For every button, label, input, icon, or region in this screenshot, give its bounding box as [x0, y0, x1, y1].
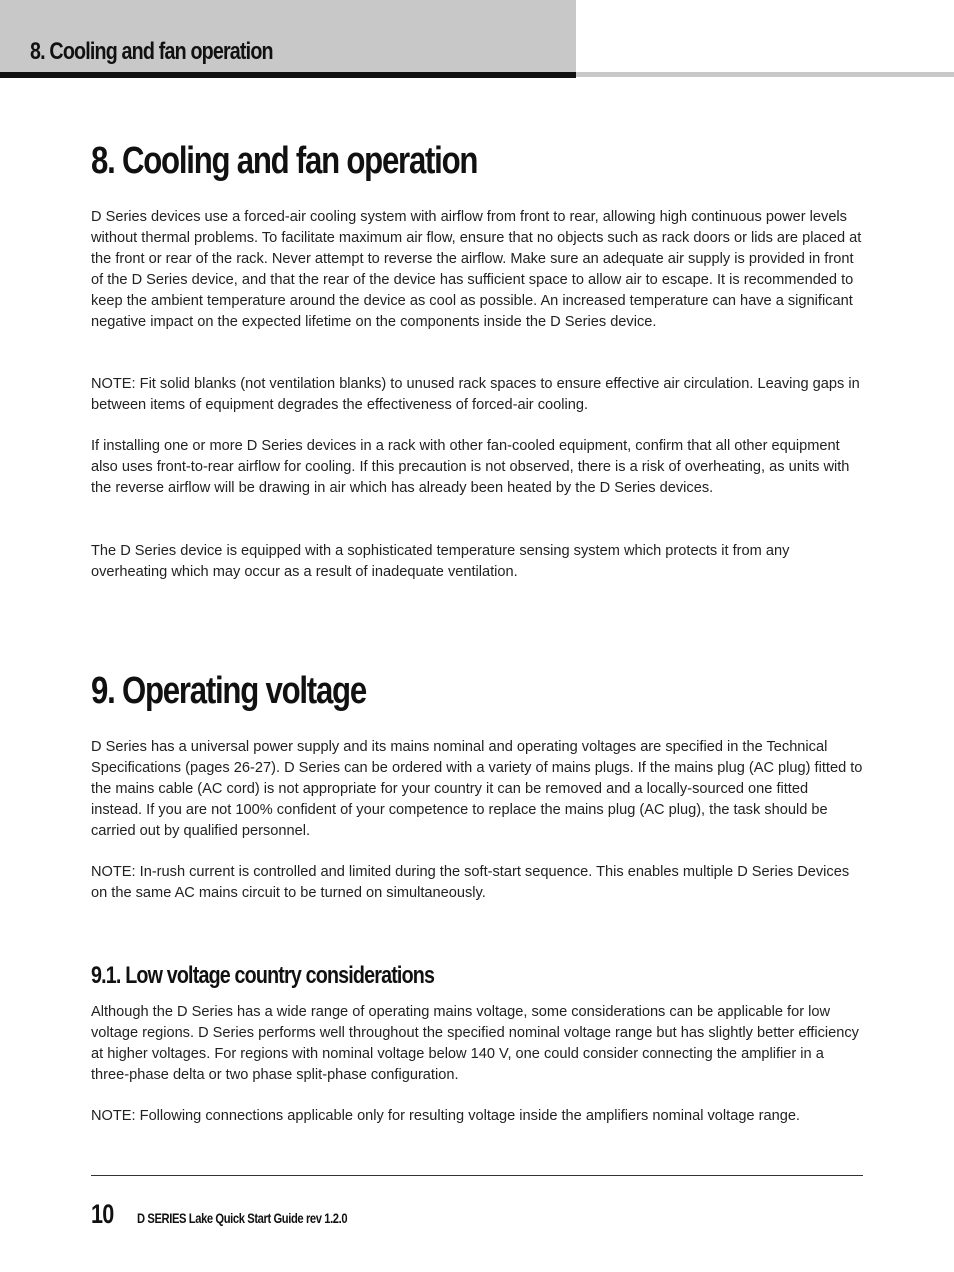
running-header-title: 8. Cooling and fan operation — [30, 38, 273, 65]
footer-rule — [91, 1175, 863, 1176]
footer-document-title: D SERIES Lake Quick Start Guide rev 1.2.0 — [137, 1210, 348, 1226]
header-rule-dark — [0, 72, 576, 78]
paragraph-voltage-note: NOTE: In-rush current is controlled and limited during the soft-start sequence. This enables multiple D Series Devices on the same AC mains circuit to be turned on simultaneously. — [91, 864, 850, 901]
section-heading-voltage: 9. Operating voltage — [91, 670, 366, 712]
section-heading-cooling: 8. Cooling and fan operation — [91, 140, 478, 182]
paragraph-low-voltage-note: NOTE: Following connections applicable only for resulting voltage inside the amplifiers nominal voltage range. — [91, 1108, 800, 1124]
paragraph-voltage-1: D Series has a universal power supply and its mains nominal and operating voltages are specified in the Technical Specifications (pages 26-27). D Series can be ordered with a variety of mains plugs. If the mains plug (AC plug) fitted to the mains cable (AC cord) is not appropriate for your country it can be removed and a locally-sourced one fitted instead. If you are not 100% confident of your competence to replace the mains plug (AC plug), the task should be carried out by qualified personnel. — [91, 739, 863, 839]
paragraph-cooling-note: NOTE: Fit solid blanks (not ventilation blanks) to unused rack spaces to ensure effective air circulation. Leaving gaps in between items of equipment degrades the effectiveness of forced-air cooling. — [91, 376, 860, 413]
paragraph-cooling-4: The D Series device is equipped with a sophisticated temperature sensing system which protects it from any overheating which may occur as a result of inadequate ventilation. — [91, 543, 790, 580]
paragraph-cooling-3: If installing one or more D Series devices in a rack with other fan-cooled equipment, confirm that all other equipment also uses front-to-rear airflow for cooling. If this precaution is not observed, there is a risk of overheating, as units with the reverse airflow will be drawing in air which has already been heated by the D Series devices. — [91, 438, 850, 496]
subsection-heading-low-voltage: 9.1. Low voltage country considerations — [91, 962, 435, 989]
header-rule-light — [576, 72, 954, 77]
page-number: 10 — [91, 1199, 114, 1229]
paragraph-cooling-1: D Series devices use a forced-air cooling system with airflow from front to rear, allowing high continuous power levels without thermal problems. To facilitate maximum air flow, ensure that no objects such as rack doors or lids are placed at the front or rear of the rack. Never attempt to reverse the airflow. Make sure an adequate air supply is provided in front of the D Series device, and that the rear of the device has sufficient space to allow air to escape. It is recommended to keep the ambient temperature around the device as cool as possible. An increased temperature can have a significant negative impact on the expected lifetime on the components inside the D Series device. — [91, 209, 862, 330]
paragraph-low-voltage-1: Although the D Series has a wide range of operating mains voltage, some considerations can be applicable for low voltage regions. D Series performs well throughout the specified nominal voltage range but has slightly better efficiency at higher voltages. For regions with nominal voltage below 140 V, one could consider connecting the amplifier in a three-phase delta or two phase split-phase configuration. — [91, 1004, 859, 1083]
